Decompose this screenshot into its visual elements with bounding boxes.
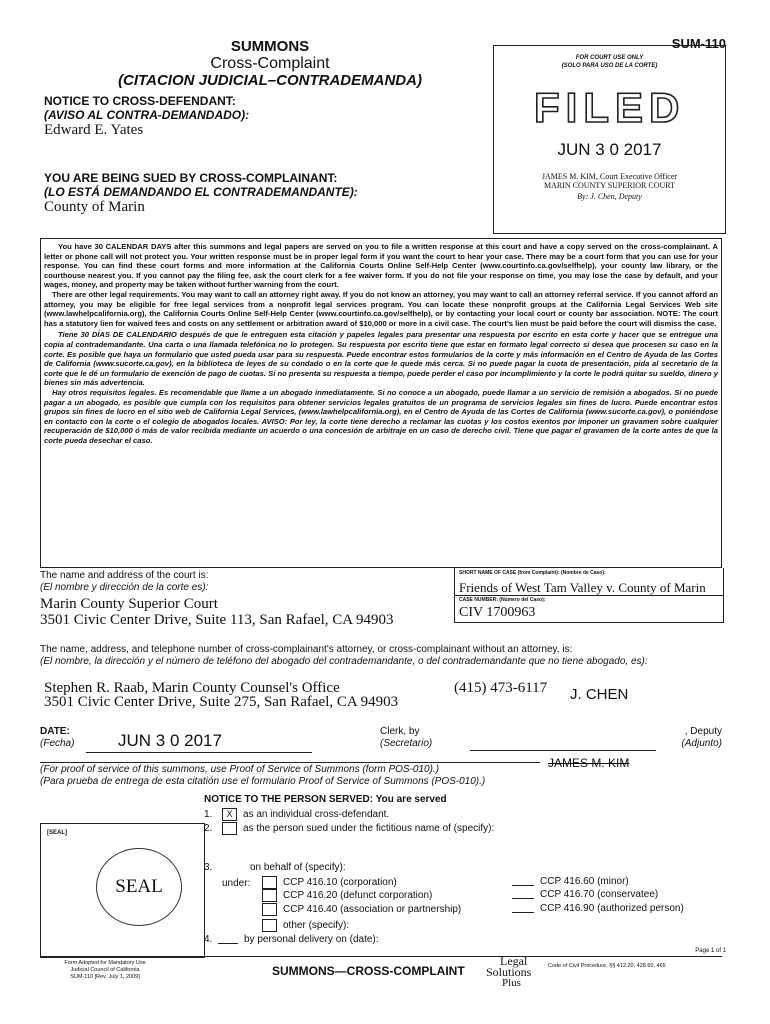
item-4-number: 4. xyxy=(204,934,213,945)
notice-es-paragraph-1: Tiene 30 DÍAS DE CALENDARIO después de que le entreguen esta citación y papeles legales para presentar una respuesta por escrito en esta corte y hacer que se entregue una copia al contrademandante. Una carta o una llamada telefónica no lo protegen. Su respuesta por escrito tiene que estar en formato legal correcto si desea que procesen su caso en la corte. Es posible que haya un formulario que usted pueda usar para su respuesta. Puede encontrar estos formularios de la corte y más información en el Centro de Ayuda de las Cortes de California (www.sucorte.ca.gov), en la biblioteca de leyes de su condado o en la corte que le quede más cerca. Si no puede pagar la cuota de presentación, pida al secretario de la corte que le dé un formulario de exención de pago de cuotas. Si no presenta su respuesta a tiempo, puede perder el caso por incumplimiento y la corte le podrá quitar su sueldo, dinero y bienes sin más advertencia. xyxy=(44,330,718,388)
logo-line-3: Plus xyxy=(502,977,521,989)
court-executive-officer xyxy=(494,172,725,190)
date-label-es: (Fecha) xyxy=(40,738,75,749)
attorney-label: The name, address, and telephone number of cross-complainant's attorney, or cross-complainant without an attorney, is: xyxy=(40,644,573,655)
clerk-label: Clerk, by xyxy=(380,726,420,737)
defendant-name: Edward E. Yates xyxy=(44,122,144,138)
court-name: Marin County Superior Court xyxy=(40,596,218,612)
ccp-416-10-checkbox[interactable] xyxy=(262,876,277,889)
ccp-416-60-label: CCP 416.60 (minor) xyxy=(540,876,629,887)
notice-es-paragraph-2: Hay otros requisitos legales. Es recomendable que llame a un abogado inmediatamente. Si no conoce a un abogado, puede llamar a un servicio de remisión a abogados. Si no puede pagar a un abogado, es posible que cumpla con los requisitos para obtener servicios legales gratuitos de un programa de servicios legales sin fines de lucro. Puede encontrar estos grupos sin fines de lucro en el sitio web de California Legal Services, (www.lawhelpcalifornia.org), en el Centro de Ayuda de las Cortes de California (www.sucorte.ca.gov), o poniéndose en contacto con la corte o el colegio de abogados locales. AVISO: Por ley, la corte tiene derecho a reclamar las cuotas y los costos exentos por imponer un gravamen sobre cualquier recuperación de $10,000 ó más de valor recibida mediante un acuerdo o una concesión de arbitraje en un caso de derecho civil. Tiene que pagar el gravamen de la corte antes de que la corte pueda desechar el caso. xyxy=(44,387,718,445)
court-use-label: FOR COURT USE ONLY xyxy=(575,55,644,61)
ccp-416-90-checkbox[interactable] xyxy=(512,903,534,913)
item-2-number: 2. xyxy=(204,823,213,835)
date-label: DATE: xyxy=(40,726,70,737)
ccp-416-70 xyxy=(512,889,658,901)
ccp-416-40-label: CCP 416.40 (association or partnership) xyxy=(283,904,462,916)
notice-en-paragraph-2: There are other legal requirements. You may want to call an attorney right away. If you do not know an attorney, you may want to call an attorney referral service. If you cannot afford an attorney, you may be eligible for free legal services from a nonprofit legal services program. You can locate these nonprofit groups at the California Legal Services Web site (www.lawhelpcalifornia.org), the California Courts Online Self-Help Center (www.courtinfo.ca.gov/selfhelp), or by contacting your local court or county bar association. NOTE: The court has a statutory lien for waived fees and costs on any settlement or arbitration award of $10,000 or more in a civil case. The court's lien must be paid before the court will dismiss the case. xyxy=(44,289,718,328)
defendant-section xyxy=(44,94,249,138)
clerk-label-es: (Secretario) xyxy=(380,738,433,749)
plaintiff-section xyxy=(44,171,358,215)
notice-en-paragraph-1: You have 30 CALENDAR DAYS after this summons and legal papers are served on you to file a written response at this court and have a copy served on the cross-complainant. A letter or phone call will not protect you. Your written response must be in proper legal form if you want the court to hear your case. There may be a court form that you can use for your response. You can find these court forms and more information at the California Courts Online Self-Help Center (www.courtinfo.ca.gov/selfhelp), your county law library, or the courthouse nearest you. If you cannot pay the filing fee, ask the court clerk for a fee waiver form. If you do not file your response on time, you may lose the case by default, and your wages, money, and property may be taken without further warning from the court. xyxy=(44,242,718,290)
filed-by-deputy: By: J. Chen, Deputy xyxy=(577,192,642,201)
short-name-label: SHORT NAME OF CASE (from Complaint): (Nombre de Caso): xyxy=(459,570,606,576)
served-heading: NOTICE TO THE PERSON SERVED: You are served xyxy=(204,794,447,805)
plaintiff-label-es: (LO ESTÁ DEMANDANDO EL CONTRADEMANDANTE): xyxy=(44,185,358,199)
served-item-3 xyxy=(204,862,346,874)
item-2-text: as the person sued under the fictitious name of (specify): xyxy=(243,823,495,835)
adopted-line-2: Judicial Council of California xyxy=(70,967,140,973)
attorney-section xyxy=(40,644,720,668)
attorney-label-es: (El nombre, la dirección y el número de teléfono del abogado del contrademandante, o del contrademandante que no tiene abogado, es): xyxy=(40,656,648,667)
case-number: CIV 1700963 xyxy=(459,605,536,620)
court-label-es: (El nombre y dirección de la corte es): xyxy=(40,582,209,593)
item-3-text: on behalf of (specify): xyxy=(250,862,346,873)
adopted-line-3: SUM-110 [Rev. July 1, 2009] xyxy=(70,974,140,980)
under-label: under: xyxy=(222,878,251,889)
served-item-1 xyxy=(204,808,389,821)
other-label: other (specify): xyxy=(283,920,350,932)
ccp-416-10 xyxy=(262,876,397,889)
proof-text-es: (Para prueba de entrega de esta citatión use el formulario Proof of Service of Summons (POS-010).) xyxy=(40,776,486,787)
court-label: The name and address of the court is: xyxy=(40,570,209,581)
ccp-416-70-checkbox[interactable] xyxy=(512,889,534,899)
case-box-divider xyxy=(455,595,723,596)
date-value: JUN 3 0 2017 xyxy=(118,731,222,750)
ccp-416-20-checkbox[interactable] xyxy=(262,889,277,902)
ccp-416-20 xyxy=(262,889,432,902)
exec-line-2: MARIN COUNTY SUPERIOR COURT xyxy=(543,181,675,190)
form-number: SUM-110 xyxy=(671,36,726,51)
ccp-416-40 xyxy=(262,903,461,916)
attorney-name: Stephen R. Raab, Marin County Counsel's Office xyxy=(44,680,340,696)
plaintiff-name: County of Marin xyxy=(44,199,145,215)
attorney-phone: (415) 473-6117 xyxy=(454,680,548,696)
footer-adopted xyxy=(40,960,170,981)
ccp-416-60 xyxy=(512,876,629,888)
clerk-signature: J. CHEN xyxy=(570,686,629,703)
short-case-name: Friends of West Tam Valley v. County of Marin xyxy=(459,580,706,595)
other-checkbox[interactable] xyxy=(262,919,277,932)
date-label-group xyxy=(40,726,74,750)
ccp-416-10-label: CCP 416.10 (corporation) xyxy=(283,877,397,889)
proof-text: (For proof of service of this summons, use Proof of Service of Summons (form POS-010).) xyxy=(40,764,440,775)
item-3-checkbox[interactable] xyxy=(222,863,244,872)
item-4-text: by personal delivery on (date): xyxy=(244,934,379,945)
title-spanish: (CITACION JUDICIAL–CONTRADEMANDA) xyxy=(118,72,422,89)
court-use-label-es: (SOLO PARA USO DE LA CORTE) xyxy=(561,63,658,69)
item-2-checkbox[interactable] xyxy=(222,822,237,835)
item-3-number: 3. xyxy=(204,862,213,873)
notice-box xyxy=(40,238,722,568)
clerk-label-group xyxy=(380,726,432,750)
plaintiff-label: YOU ARE BEING SUED BY CROSS-COMPLAINANT: xyxy=(44,171,338,185)
logo-line-2: Solutions xyxy=(486,965,532,979)
title-cross-complaint: Cross-Complaint xyxy=(210,55,330,72)
logo-line-1: Legal xyxy=(500,954,528,968)
defendant-label: NOTICE TO CROSS-DEFENDANT: xyxy=(44,94,236,108)
page-number: Page 1 of 1 xyxy=(695,948,726,954)
court-address: 3501 Civic Center Drive, Suite 113, San Rafael, CA 94903 xyxy=(40,612,394,628)
other-specify xyxy=(262,919,349,932)
ccp-416-60-checkbox[interactable] xyxy=(512,876,534,886)
case-number-label: CASE NUMBER: (Número del Caso): xyxy=(459,597,546,603)
ccp-416-90-label: CCP 416.90 (authorized person) xyxy=(540,903,684,914)
filed-date: JUN 3 0 2017 xyxy=(557,140,662,159)
ccp-416-90 xyxy=(512,903,684,915)
legal-solutions-logo xyxy=(486,956,531,989)
item-1-number: 1. xyxy=(204,809,213,821)
served-item-2 xyxy=(204,822,494,835)
court-use-box xyxy=(493,45,726,234)
ccp-416-20-label: CCP 416.20 (defunct corporation) xyxy=(283,890,433,902)
ccp-416-40-checkbox[interactable] xyxy=(262,903,277,916)
deputy-label: , Deputy xyxy=(684,726,722,737)
item-1-checkbox[interactable]: X xyxy=(222,808,237,821)
court-seal: SEAL xyxy=(96,848,182,926)
exec-line-1: JAMES M. KIM, Court Executive Officer xyxy=(541,172,678,181)
proof-section xyxy=(40,764,720,788)
footer-code: Code of Civil Procedure, §§ 412.20, 428.60, 465 xyxy=(548,963,666,969)
deputy-label-group xyxy=(660,726,722,750)
court-section xyxy=(40,570,450,628)
form-title xyxy=(40,38,500,89)
date-line xyxy=(86,752,312,753)
clerk-line xyxy=(470,750,656,751)
seal-label: [SEAL] xyxy=(47,830,67,836)
ccp-416-70-label: CCP 416.70 (conservatee) xyxy=(540,889,659,900)
item-4-checkbox[interactable] xyxy=(218,934,238,944)
filed-stamp: FILED xyxy=(534,84,686,131)
case-box xyxy=(454,568,724,623)
deputy-label-es: (Adjunto) xyxy=(681,738,722,749)
footer-rule xyxy=(40,956,722,957)
footer-title: SUMMONS—CROSS-COMPLAINT xyxy=(272,964,465,978)
title-summons: SUMMONS xyxy=(230,38,310,55)
served-item-4 xyxy=(204,934,379,946)
attorney-address: 3501 Civic Center Drive, Suite 275, San Rafael, CA 94903 xyxy=(44,694,399,710)
adopted-line-1: Form Adopted for Mandatory Use xyxy=(64,960,146,966)
proof-line xyxy=(40,762,540,763)
defendant-label-es: (AVISO AL CONTRA-DEMANDADO): xyxy=(44,108,250,122)
officer-name: JAMES M. KIM xyxy=(548,756,630,770)
item-1-text: as an individual cross-defendant. xyxy=(243,809,390,821)
